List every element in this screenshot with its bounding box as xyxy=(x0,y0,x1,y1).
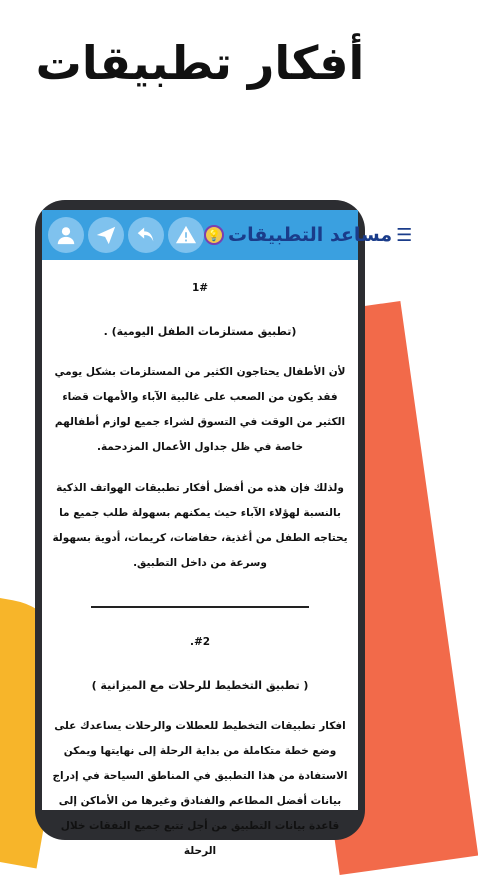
phone-screen xyxy=(42,210,413,857)
article-content xyxy=(42,260,358,864)
profile-button[interactable] xyxy=(48,217,84,253)
section-divider xyxy=(91,606,309,608)
idea-paragraph: لأن الأطفال يحتاجون الكثير من المستلزمات بشكل يومي فقد يكون من الصعب على غالبية الآباء والأمهات قضاء الكثير من الوقت في التسوق لشراء جميع لوازم أطفالهم خاصة في ظل جداول الأعمال المزدحمة. xyxy=(54,366,346,453)
back-arrow-icon xyxy=(135,224,157,246)
app-bar xyxy=(42,210,413,260)
promo-title: أفكار تطبيقات xyxy=(35,36,365,90)
app-title: مساعد التطبيقات xyxy=(228,224,393,246)
report-button[interactable] xyxy=(168,217,204,253)
app-brand xyxy=(204,224,412,246)
idea-heading: (تطبيق مستلزمات الطفل اليومية) . xyxy=(103,325,297,338)
idea-number: 1# xyxy=(191,282,209,294)
idea-paragraph: ولذلك فإن هذه من أفضل أفكار تطبيقات الهواتف الذكية بالنسبة لهؤلاء الآباء حيث يمكنهم بسهولة طلب جميع ما يحتاجه الطفل من أغذية، حفاضات، كريمات، أدوية بسهولة وسرعة من داخل التطبيق. xyxy=(52,482,348,569)
menu-icon[interactable]: ☰ xyxy=(396,224,413,246)
send-icon xyxy=(95,224,117,246)
person-icon xyxy=(55,224,77,246)
app-bar-actions xyxy=(48,217,204,253)
idea-number: #2. xyxy=(189,636,211,648)
share-button[interactable] xyxy=(88,217,124,253)
idea-paragraph: افكار تطبيقات التخطيط للعطلات والرحلات يساعدك على وضع خطة متكاملة من بداية الرحلة إلى نهايتها ويمكن الاستفادة من هذا التطبيق في المناطق السياحة في إدراج بيانات أفضل المطاعم والفنادق وغيرها من الأماكن إلى قاعدة بيانات التطبيق من أجل تتبع جميع النفقات خلال الرحلة xyxy=(52,720,348,857)
back-button[interactable] xyxy=(128,217,164,253)
idea-heading: ( تطبيق التخطيط للرحلات مع الميزانية ) xyxy=(91,679,309,692)
warning-icon xyxy=(175,224,197,246)
lightbulb-icon: 💡 xyxy=(204,225,224,245)
